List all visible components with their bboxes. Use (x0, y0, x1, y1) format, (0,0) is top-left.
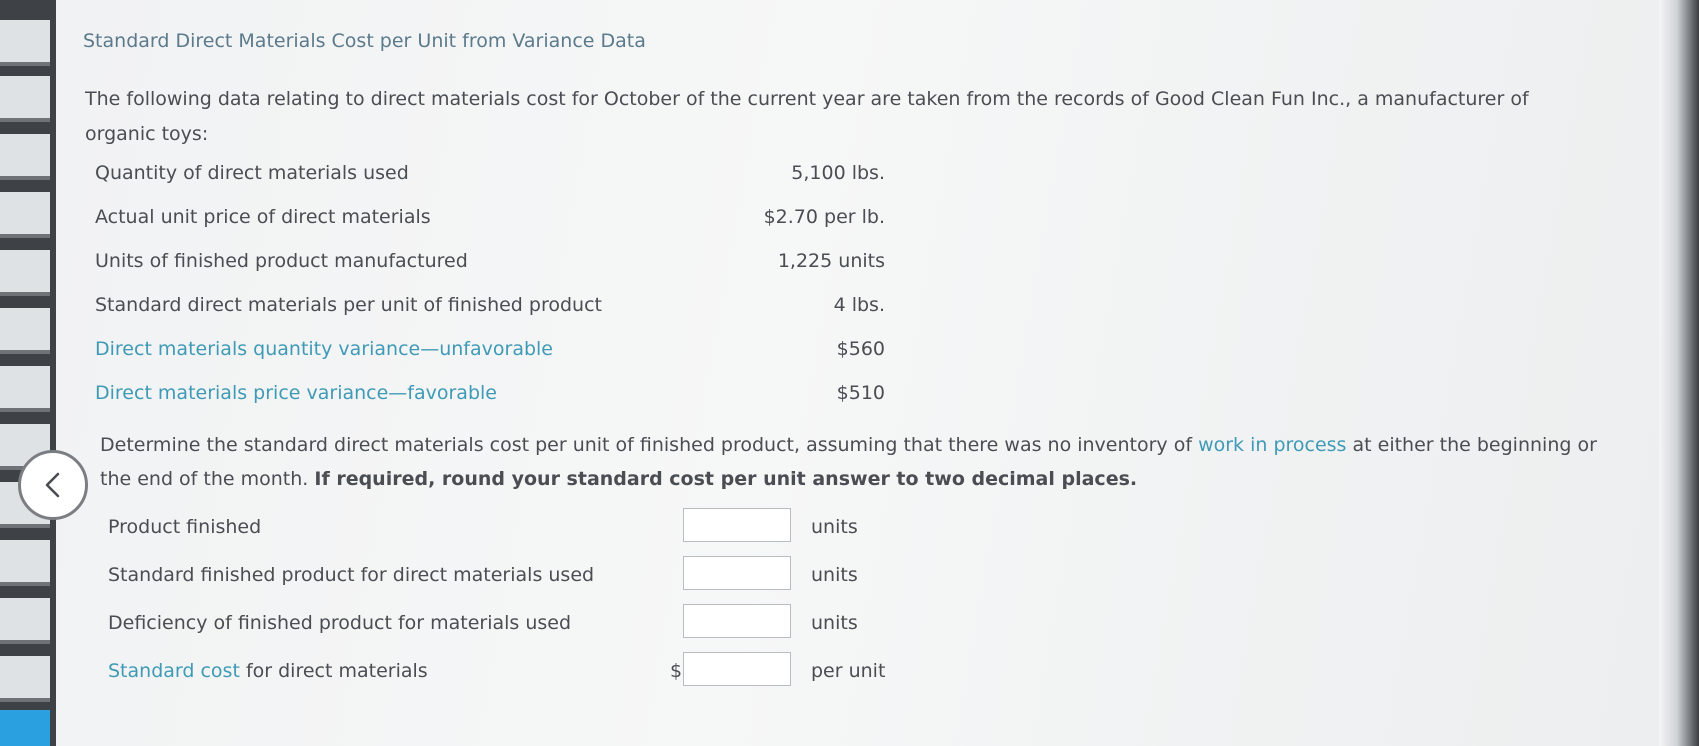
data-row (95, 162, 895, 206)
given-data-table (95, 162, 895, 426)
question-part2: at either the beginning or the end of the month. (100, 434, 1597, 490)
page-title: Standard Direct Materials Cost per Unit from Variance Data (83, 30, 646, 52)
binder-strip (0, 0, 56, 746)
answer-label: Deficiency of finished product for materials used (108, 612, 572, 634)
answer-label: Standard finished product for direct materials used (108, 564, 595, 586)
standard-finished-product-input[interactable] (683, 556, 791, 590)
standard-cost-link[interactable]: Standard cost (108, 660, 240, 682)
data-value: 4 lbs. (833, 294, 885, 316)
answer-label: Product finished (108, 516, 262, 538)
answer-row (108, 556, 968, 604)
question-part1: Determine the standard direct materials cost per unit of finished product, assuming that there was no inventory of (100, 434, 1199, 456)
unit-label: units (811, 612, 858, 634)
deficiency-input[interactable] (683, 604, 791, 638)
rounding-instruction: If required, round your standard cost per unit answer to two decimal places. (314, 468, 1138, 490)
answer-row (108, 508, 968, 556)
chevron-left-icon (38, 470, 68, 500)
data-row (95, 294, 895, 338)
data-value: $510 (836, 382, 885, 404)
answer-label-rest: for direct materials (239, 660, 428, 682)
data-label-link[interactable]: Direct materials quantity variance—unfavorable (95, 338, 553, 360)
data-label: Units of finished product manufactured (95, 250, 468, 272)
intro-text: The following data relating to direct materials cost for October of the current year are taken from the records of Good Clean Fun Inc., a manufacturer of organic toys: (85, 88, 1529, 145)
data-label: Actual unit price of direct materials (95, 206, 431, 228)
question-page (56, 0, 1659, 746)
product-finished-input[interactable] (683, 508, 791, 542)
data-label-link[interactable]: Direct materials price variance—favorable (95, 382, 497, 404)
data-value: $560 (836, 338, 885, 360)
glossary-link[interactable]: work in process (1198, 434, 1347, 456)
question-text (100, 428, 1620, 496)
data-row (95, 250, 895, 294)
data-row (95, 206, 895, 250)
data-label: Standard direct materials per unit of finished product (95, 294, 602, 316)
standard-cost-input[interactable] (683, 652, 791, 686)
data-row (95, 338, 895, 382)
data-row (95, 382, 895, 426)
answer-form (108, 508, 968, 700)
unit-label: units (811, 564, 858, 586)
data-value: 5,100 lbs. (791, 162, 885, 184)
data-value: 1,225 units (777, 250, 885, 272)
data-label: Quantity of direct materials used (95, 162, 409, 184)
answer-label (108, 660, 428, 682)
back-button[interactable] (18, 450, 88, 520)
unit-label: per unit (811, 660, 886, 682)
screen-edge (1659, 0, 1699, 746)
answer-row (108, 652, 968, 700)
data-value: $2.70 per lb. (763, 206, 885, 228)
answer-row (108, 604, 968, 652)
unit-label: units (811, 516, 858, 538)
dollar-sign: $ (670, 660, 683, 682)
